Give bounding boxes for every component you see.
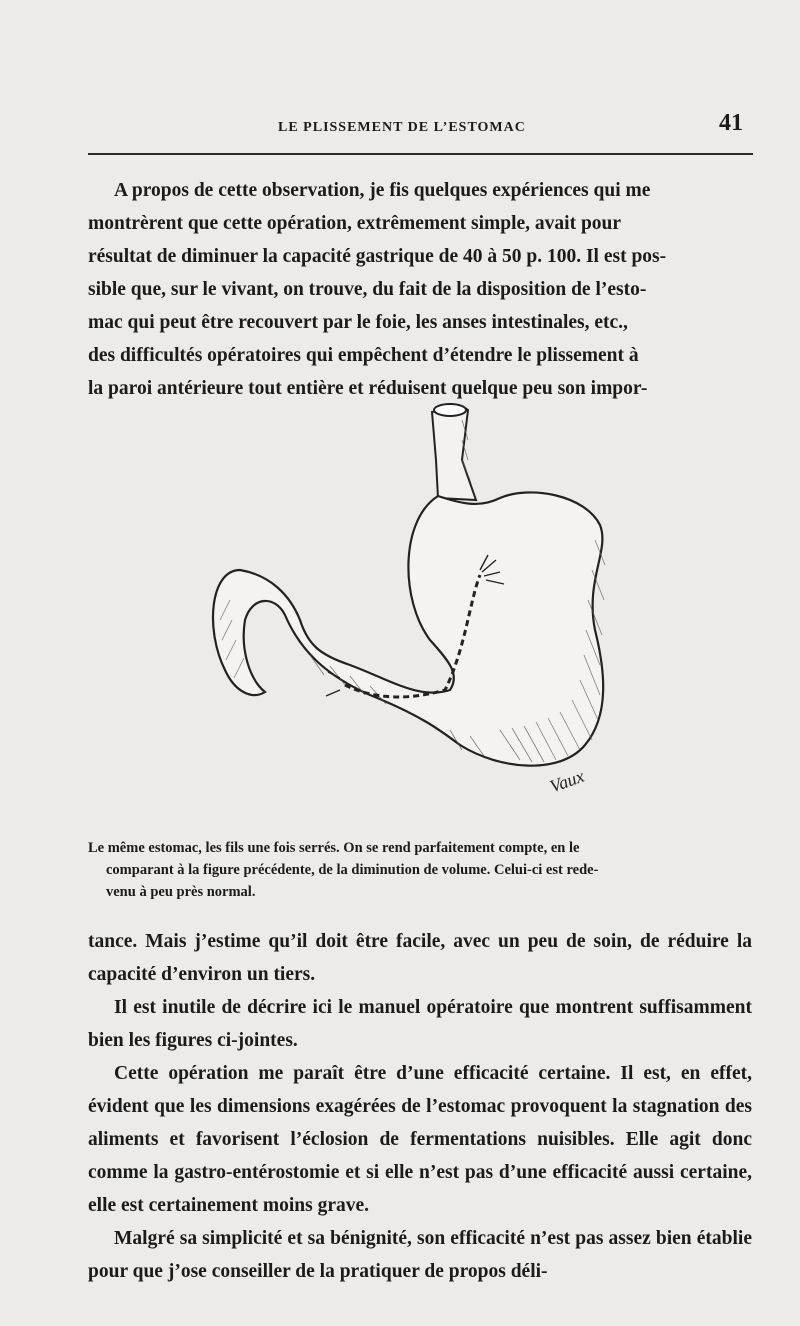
bottom-paragraphs (88, 925, 752, 1288)
text-line: montrèrent que cette opération, extrêmement simple, avait pour (88, 213, 622, 234)
paragraph: Malgré sa simplicité et sa bénignité, son efficacité n’est pas assez bien établie pour que j’ose conseiller de la pratiquer de propos déli- (88, 1228, 752, 1282)
illustrator-signature: Vaux (547, 765, 587, 797)
stomach-illustration (200, 400, 620, 820)
text-line: résultat de diminuer la capacité gastrique de 40 à 50 p. 100. Il est pos- (88, 246, 667, 267)
caption-line: comparant à la figure précédente, de la diminution de volume. Celui-ci est rede- (106, 862, 599, 878)
page-header (88, 108, 753, 148)
running-title: LE PLISSEMENT DE L’ESTOMAC (278, 120, 526, 135)
top-paragraph (88, 174, 752, 405)
esophagus (432, 406, 476, 500)
text-line: mac qui peut être recouvert par le foie, les anses intestinales, etc., (88, 312, 628, 333)
text-line: des difficultés opératoires qui empêchent d’étendre le plissement à (88, 345, 639, 366)
esophagus-opening (434, 404, 466, 416)
caption-line: venu à peu près normal. (106, 884, 256, 900)
paragraph: tance. Mais j’estime qu’il doit être facile, avec un peu de soin, de réduire la capacité d’environ un tiers. (88, 931, 752, 985)
caption-line: Le même estomac, les fils une fois serrés. On se rend parfaitement compte, en le (88, 840, 580, 856)
page-number: 41 (719, 110, 743, 136)
text-line: A propos de cette observation, je fis quelques expériences qui me (114, 180, 651, 201)
paragraph: Cette opération me paraît être d’une efficacité certaine. Il est, en effet, évident que les dimensions exagérées de l’estomac provoquent la stagnation des aliments et favorisent l’éclosion de fermentations nuisibles. Elle agit donc comme la gastro-entérostomie et si elle n’est pas d’une efficacité aussi certaine, elle est certainement moins grave. (88, 1063, 752, 1216)
text-line: sible que, sur le vivant, on trouve, du fait de la disposition de l’esto- (88, 279, 647, 300)
paragraph: Il est inutile de décrire ici le manuel opératoire que montrent suffisamment bien les figures ci-jointes. (88, 997, 752, 1051)
figure-caption (88, 837, 752, 903)
text-line: la paroi antérieure tout entière et réduisent quelque peu son impor- (88, 378, 648, 399)
stomach-body (213, 492, 603, 765)
header-rule (88, 153, 753, 155)
